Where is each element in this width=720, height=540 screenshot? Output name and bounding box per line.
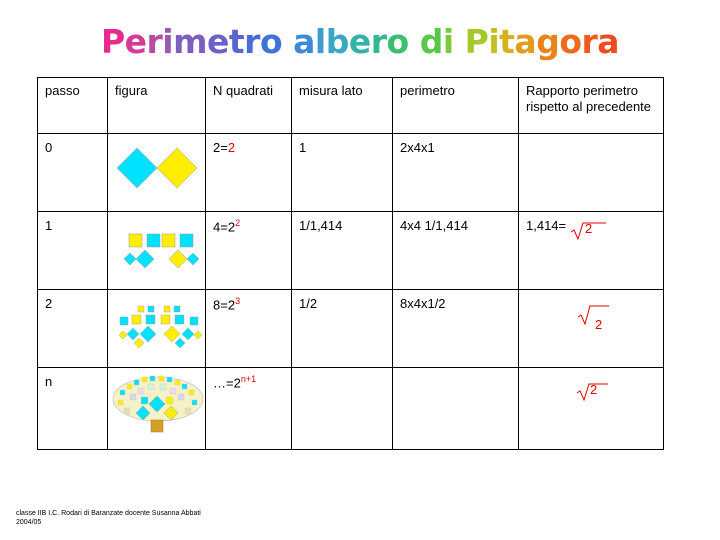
tree-step-0-figure: [108, 134, 206, 199]
header-perimetro: perimetro: [393, 78, 519, 134]
misura-lato-cell: 1: [292, 134, 393, 212]
title-letter: r: [370, 22, 387, 61]
square-brown: [151, 420, 163, 432]
title-letter: a: [597, 22, 620, 61]
title-letter: a: [514, 22, 537, 61]
table-row: [38, 134, 664, 212]
page-title: [0, 22, 720, 61]
header-figura: figura: [108, 78, 206, 134]
n-quadrati-cell: $8=2^3$: [206, 290, 292, 368]
misura-lato-cell: 1/2: [292, 290, 393, 368]
square-cyan: [180, 234, 193, 247]
square-cyan: [187, 253, 199, 265]
header-rapporto: Rapporto perimetro rispetto al precedente: [519, 78, 664, 134]
square-cyan: [117, 148, 157, 188]
title-letter: o: [386, 22, 409, 61]
title-letter: r: [244, 22, 260, 61]
n-quadrati-cell: 2=2: [206, 134, 292, 212]
square-yellow: [169, 250, 187, 268]
figure-step-2: [108, 290, 206, 368]
figure-step-1: [108, 212, 206, 290]
title-letter: i: [442, 22, 454, 61]
title-letter: d: [419, 22, 443, 61]
misura-lato-cell: [292, 368, 393, 450]
square-yellow: [162, 234, 175, 247]
tree-step-1-figure: [108, 212, 206, 277]
rapporto-cell: 2: [519, 290, 664, 368]
title-letter: o: [259, 22, 283, 61]
perimetro-cell: 8x4x1/2: [393, 290, 519, 368]
title-letter: P: [464, 22, 489, 61]
rapporto-cell: 1,414= 2: [519, 212, 664, 290]
footer-credits: classe IIB I.C. Rodari di Baranzate docente Susanna Abbati 2004/05: [16, 510, 201, 526]
perimetro-cell: 2x4x1: [393, 134, 519, 212]
square-cyan: [136, 250, 154, 268]
pythagoras-tree-table: [37, 77, 664, 450]
header-passo: passo: [38, 78, 108, 134]
passo-cell: 2: [38, 290, 108, 368]
header-row: [38, 78, 664, 134]
title-letter: e: [124, 22, 147, 61]
misura-lato-cell: 1/1,414: [292, 212, 393, 290]
title-letter: m: [173, 22, 207, 61]
title-letter: e: [348, 22, 371, 61]
title-letter: t: [499, 22, 515, 61]
title-letter: [409, 22, 420, 61]
title-letter: r: [581, 22, 598, 61]
header-misura-lato: misura lato: [292, 78, 393, 134]
tree-step-2-figure: [108, 290, 206, 355]
title-letter: r: [146, 22, 163, 61]
sqrt-icon: [577, 303, 609, 327]
rapporto-cell: 2: [519, 368, 664, 450]
title-letter: b: [325, 22, 349, 61]
title-letter: a: [293, 22, 315, 61]
figure-step-0: [108, 134, 206, 212]
passo-cell: 1: [38, 212, 108, 290]
title-letter: P: [100, 22, 125, 61]
n-quadrati-cell: $4=2^2$: [206, 212, 292, 290]
title-letter: i: [162, 22, 174, 61]
title-letter: [454, 22, 465, 61]
square-cyan: [124, 253, 136, 265]
table-row: [38, 368, 664, 450]
passo-cell: 0: [38, 134, 108, 212]
perimetro-cell: 4x4 1/1,414: [393, 212, 519, 290]
perimetro-cell: [393, 368, 519, 450]
square-yellow: [129, 234, 142, 247]
n-quadrati-cell: $\dots=2^{n+1}$: [206, 368, 292, 450]
square-cyan: [147, 234, 160, 247]
title-letter: l: [314, 22, 326, 61]
table-row: [38, 290, 664, 368]
table-row: [38, 212, 664, 290]
title-letter: o: [559, 22, 582, 61]
title-letter: e: [207, 22, 229, 61]
square-yellow: [157, 148, 197, 188]
title-letter: t: [228, 22, 245, 61]
rapporto-cell: [519, 134, 664, 212]
title-letter: g: [536, 22, 560, 61]
tree-step-n-figure: [108, 368, 206, 437]
figure-step-n: [108, 368, 206, 450]
passo-cell: n: [38, 368, 108, 450]
header-n-quadrati: N quadrati: [206, 78, 292, 134]
title-letter: [282, 22, 293, 61]
title-letter: i: [488, 22, 500, 61]
